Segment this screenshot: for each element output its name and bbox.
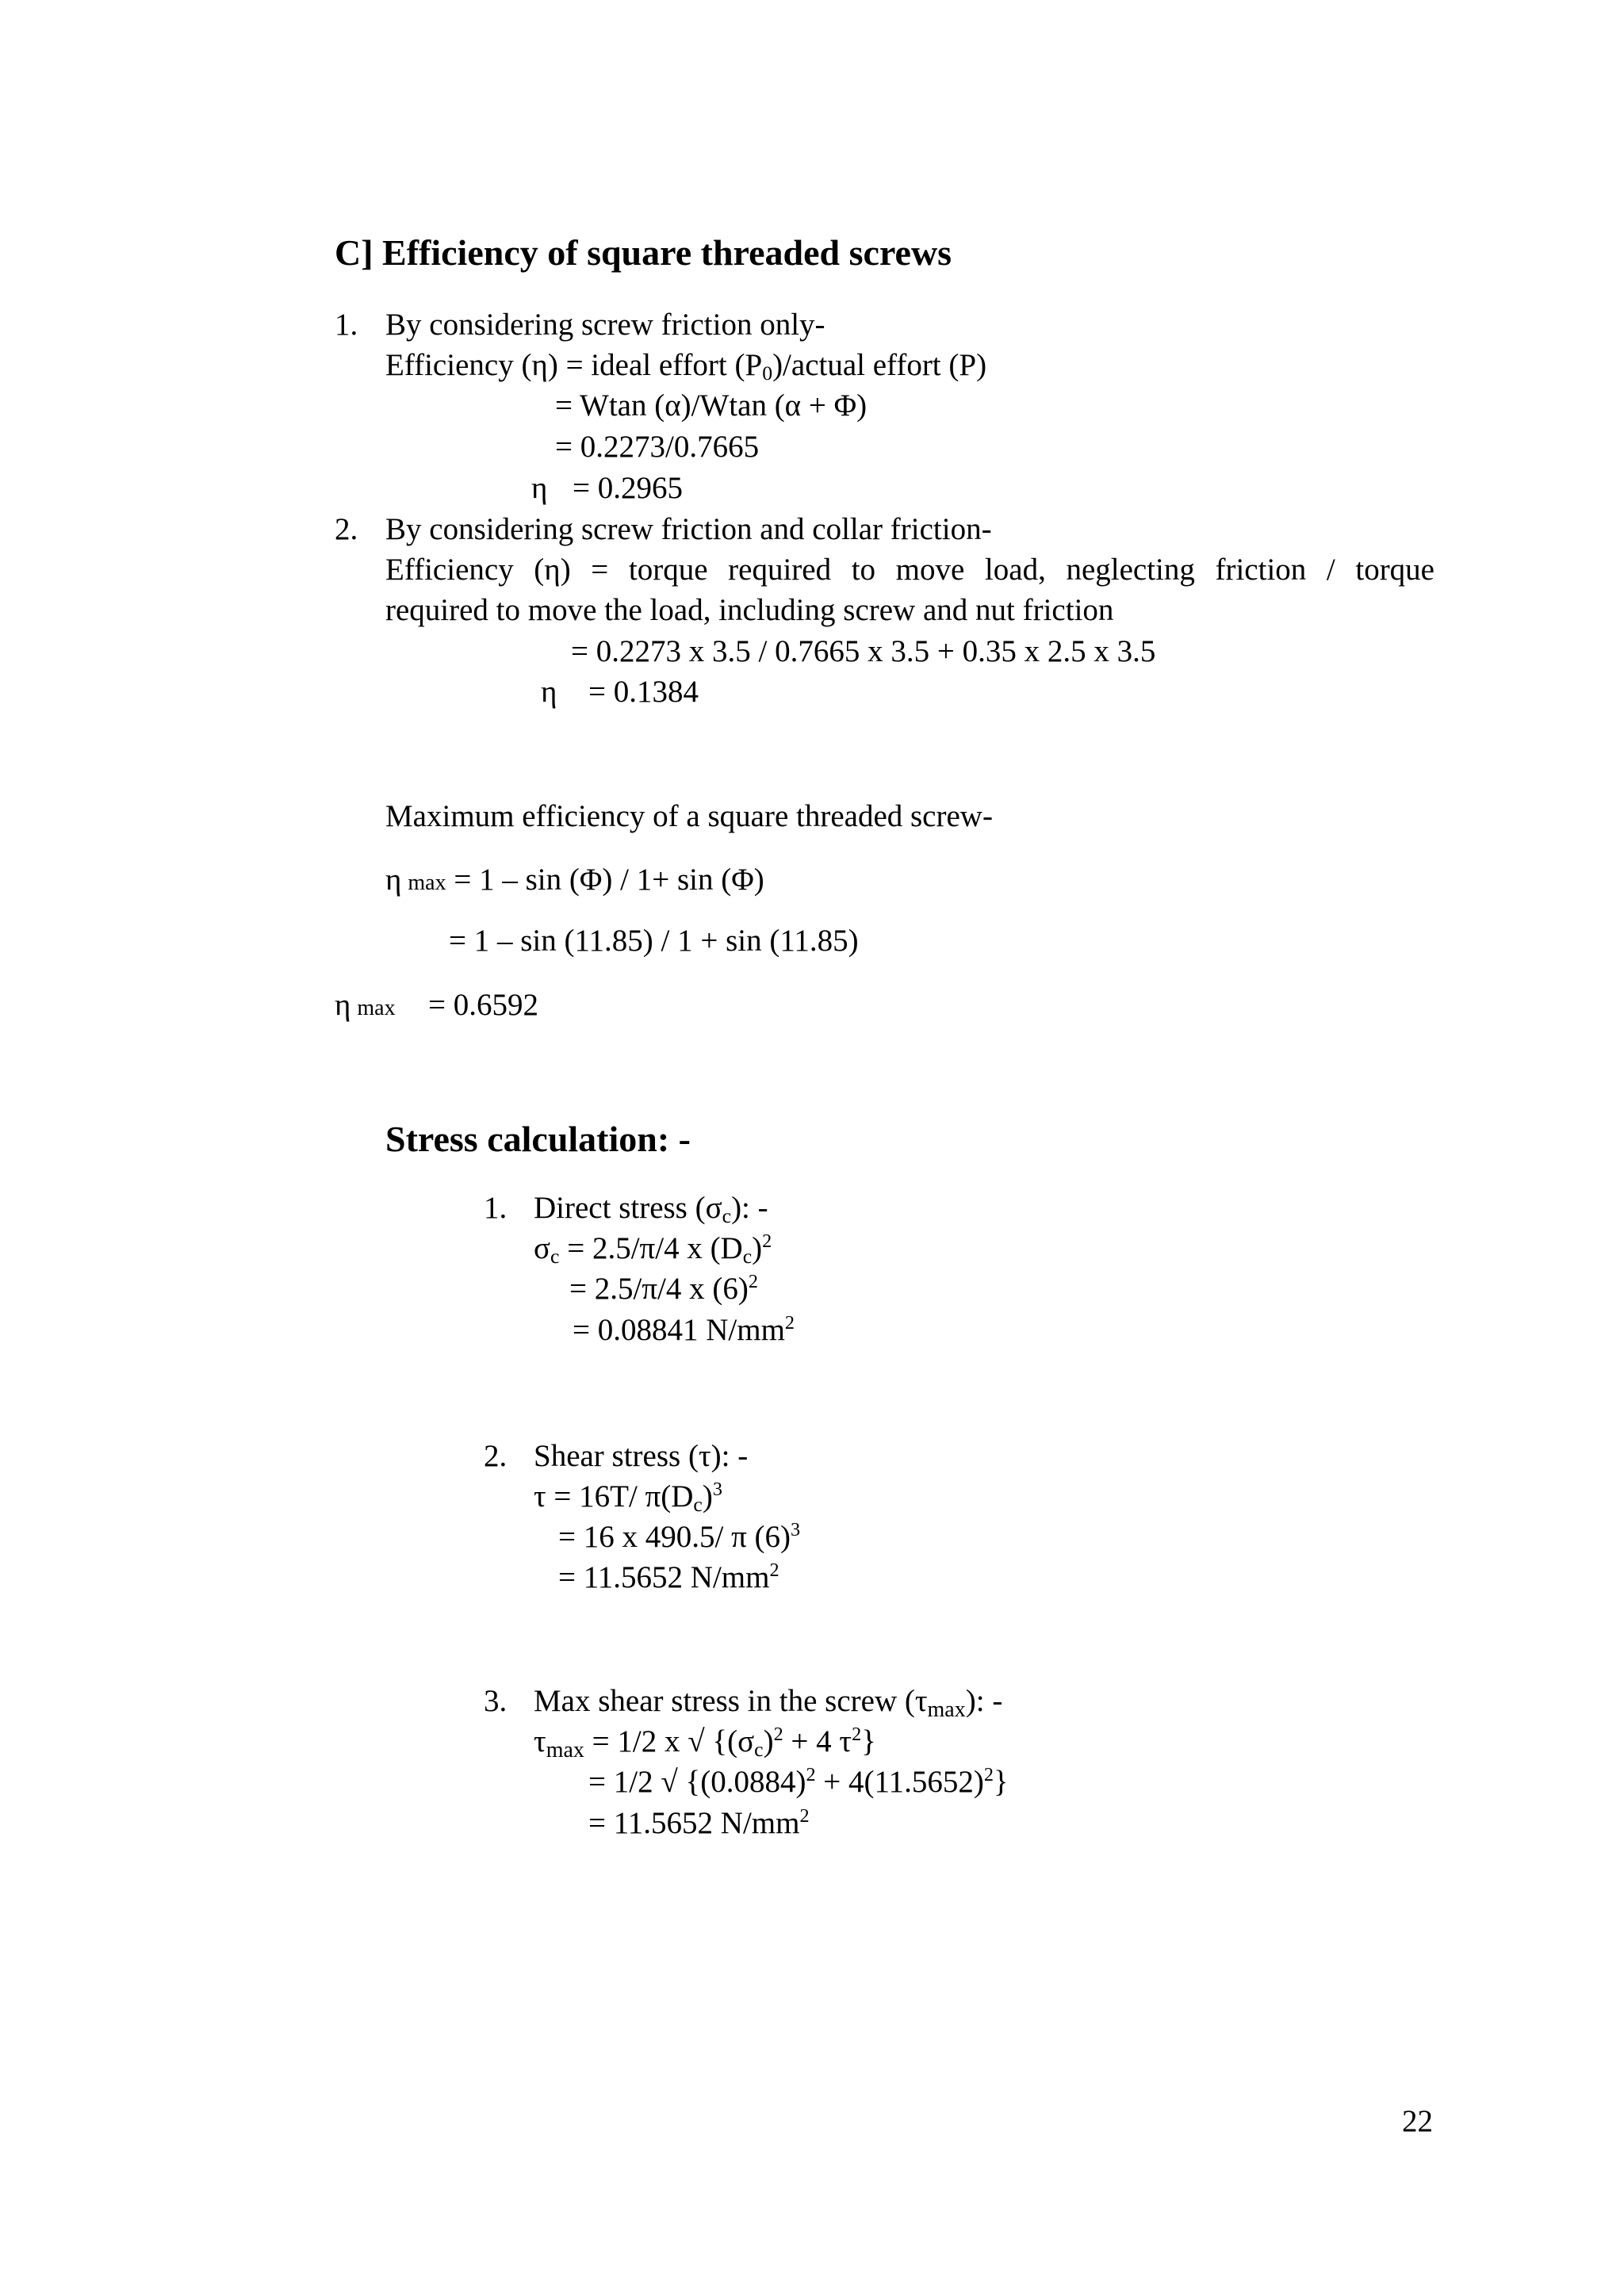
direct-stress-equation-1: $\sigma_c = 2.5/\pi/4$ x $(D_c)^2$ <box>534 1230 772 1269</box>
page-number: 22 <box>1402 2104 1433 2138</box>
max-efficiency-result: = 0.6592 <box>428 988 538 1022</box>
max-efficiency-result-label: η max <box>335 988 396 1022</box>
shear-stress-equation-2: = 16 x 490.5/ π $(6)^3$ <box>558 1518 801 1554</box>
item1-eta-symbol: η <box>531 471 548 505</box>
stress-heading: Stress calculation: - <box>385 1119 691 1159</box>
max-shear-equation-1: $\tau_{max} = 1/2$ x √ {$(\sigma_c)^2 + 4$ $\tau^2$} <box>534 1723 876 1762</box>
item2-title: By considering screw friction and collar friction- <box>385 512 992 546</box>
item2-equation-1: = 0.2273 x 3.5 / 0.7665 x 3.5 + 0.35 x 2.5 x 3.5 <box>571 634 1156 668</box>
max-shear-result: = 11.5652 $N/mm^2$ <box>588 1804 810 1840</box>
max-efficiency-formula: η max = 1 – sin (Φ) / 1+ sin (Φ) <box>385 863 764 897</box>
direct-stress-number: 1. <box>484 1191 508 1225</box>
item2-definition-line-1: Efficiency (η) = torque required to move load, neglecting friction / torque <box>385 553 1434 587</box>
item1-title: By considering screw friction only- <box>385 308 825 342</box>
item2-number: 2. <box>335 512 358 546</box>
direct-stress-title: Direct stress $(\sigma_c)$: - <box>534 1191 768 1228</box>
shear-stress-number: 2. <box>484 1439 508 1473</box>
max-shear-number: 3. <box>484 1684 508 1718</box>
item2-result: = 0.1384 <box>588 675 699 709</box>
max-efficiency-equation: = 1 – sin (11.85) / 1 + sin (11.85) <box>449 924 859 958</box>
direct-stress-equation-2: = 2.5/π/4 x $(6)^2$ <box>569 1270 758 1306</box>
shear-stress-result: = 11.5652 $N/mm^2$ <box>558 1559 779 1594</box>
max-efficiency-title: Maximum efficiency of a square threaded screw- <box>385 799 993 833</box>
direct-stress-result: = 0.08841 $N/mm^2$ <box>573 1311 795 1347</box>
section-heading: C] Efficiency of square threaded screws <box>335 232 952 273</box>
item1-efficiency-definition: Efficiency (η) = ideal effort $(P_0)$/actual effort (P) <box>385 348 987 385</box>
item1-equation-2: = 0.2273/0.7665 <box>555 430 760 464</box>
shear-stress-title: Shear stress (τ): - <box>534 1439 749 1473</box>
max-shear-equation-2: = 1/2 √ $\{(0.0884)^2 + 4(11.5652)^2\}$ <box>588 1763 1009 1799</box>
max-shear-title: Max shear stress in the screw $(\tau_{max})$: - <box>534 1684 1003 1722</box>
item1-equation-1: = Wtan (α)/Wtan (α + Φ) <box>555 388 868 423</box>
item1-number: 1. <box>335 308 358 342</box>
shear-stress-equation-1: τ = 16T/ $\pi(D_c)^3$ <box>534 1478 722 1517</box>
item2-definition-line-2: required to move the load, including screw and nut friction <box>385 593 1114 627</box>
item2-eta-symbol: η <box>541 675 557 709</box>
item1-result: = 0.2965 <box>573 471 683 505</box>
